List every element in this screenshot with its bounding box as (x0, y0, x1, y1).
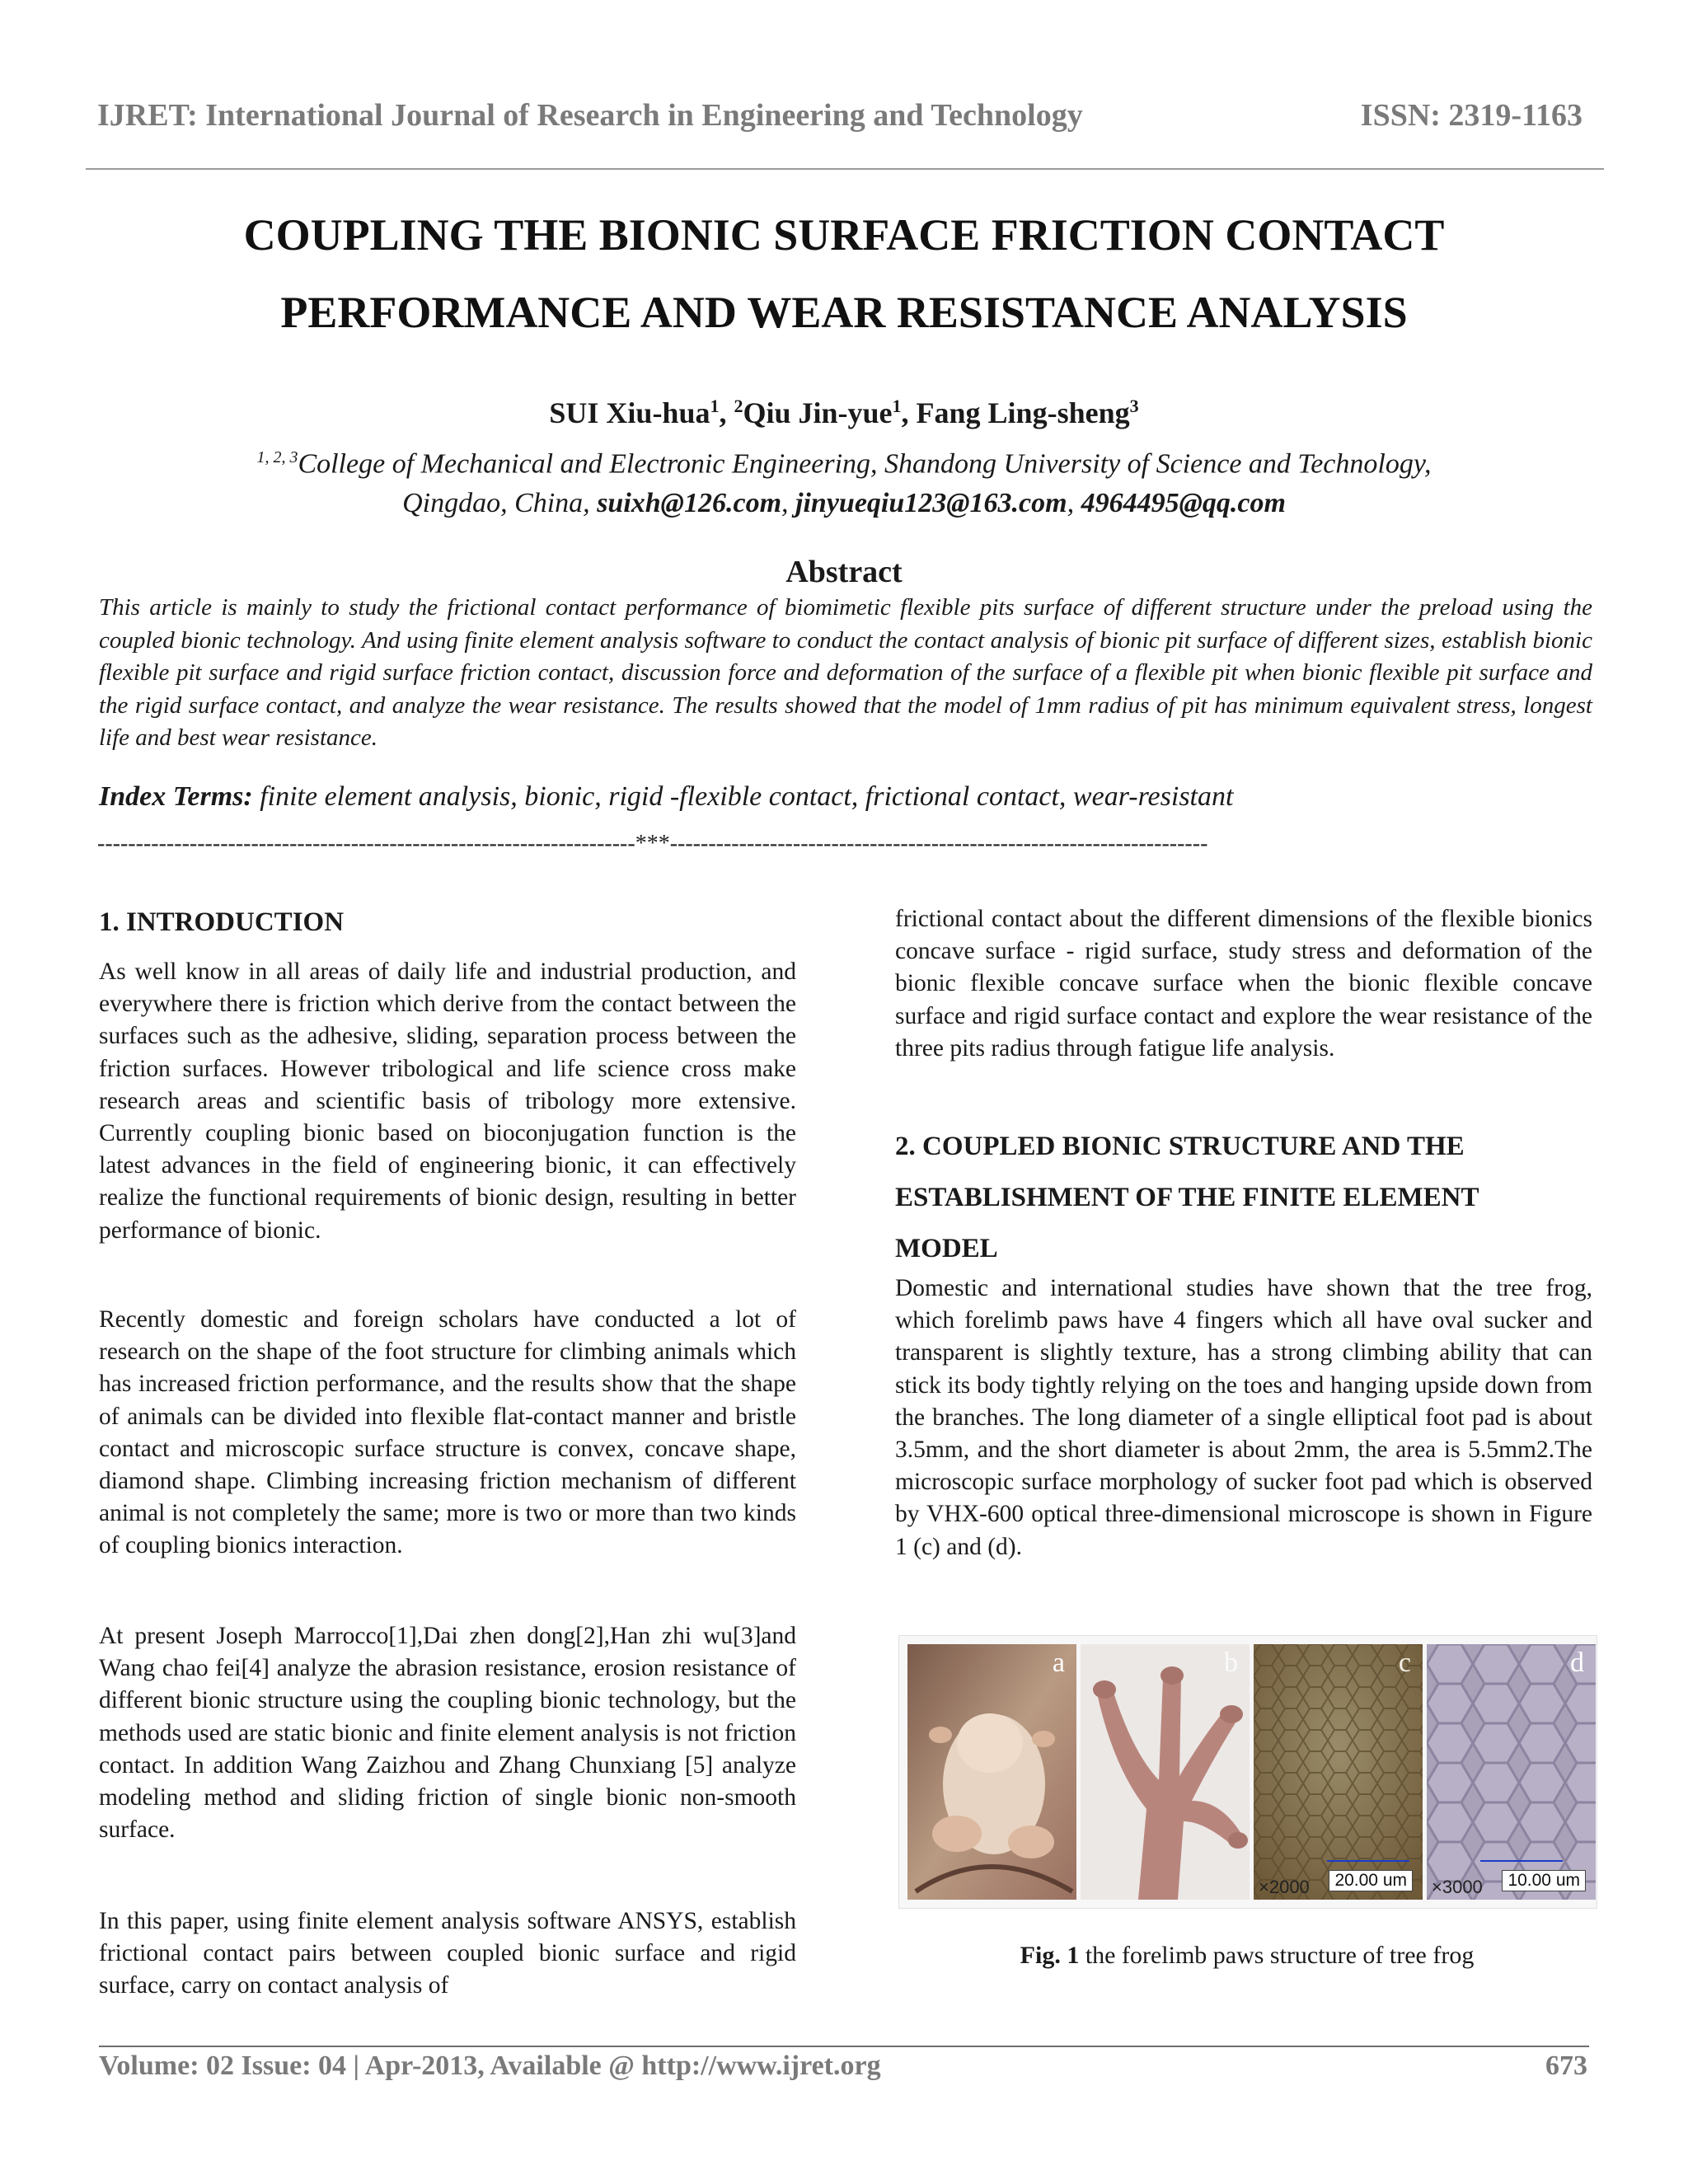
scale-label-c: 20.00 um (1329, 1870, 1413, 1891)
index-terms-text: finite element analysis, bionic, rigid -flexible contact, frictional contact, wear-resistant (252, 781, 1234, 812)
author-affil-sup: 1 (710, 396, 720, 416)
panel-label-d: d (1570, 1647, 1584, 1678)
issn-header: ISSN: 2319-1163 (1360, 98, 1582, 133)
figure-panel-a (907, 1644, 1076, 1900)
section-heading-line: 2. COUPLED BIONIC STRUCTURE AND THE (895, 1132, 1465, 1161)
author-affil-sup: 1 (892, 396, 902, 416)
author-list (0, 396, 1688, 430)
panel-label-b: b (1224, 1647, 1238, 1678)
affiliation-line1 (0, 448, 1688, 480)
section-heading-introduction: 1. INTRODUCTION (99, 907, 345, 937)
section-divider: ----------------------------------------------------------------------***---------------------------------------------------------------------- (97, 831, 1208, 856)
author-affil-sup: 3 (1129, 396, 1139, 416)
journal-header: IJRET: International Journal of Research in Engineering and Technology (97, 98, 1083, 133)
abstract-text: This article is mainly to study the frictional contact performance of biomimetic flexible pits surface of different structure under the preload using the coupled bionic technology. And using finite element analysis software to conduct the contact analysis of bionic pit surface of different sizes, establish bionic flexible pit surface and rigid surface friction contact, discussion force and deformation of the surface of a flexible pit when bionic flexible pit surface and the rigid surface contact, and analyze the wear resistance. The results showed that the model of 1mm radius of pit has minimum equivalent stress, longest life and best wear resistance. (99, 594, 1592, 751)
figure-panel-d (1427, 1644, 1596, 1900)
intro-paragraph-2: Recently domestic and foreign scholars have conducted a lot of research on the shape of the foot structure for climbing animals which has increased friction performance, and the results show that the shape of animals can be divided into flexible flat-contact manner and bristle contact and microscopic surface structure is convex, concave shape, diamond shape. Climbing increasing friction mechanism of different animal is not completely the same; more is two or more than two kinds of coupling bionics interaction. (99, 1306, 796, 1559)
scale-bar (1480, 1860, 1563, 1862)
affiliation-line2 (0, 488, 1688, 519)
paper-title-line1: COUPLING THE BIONIC SURFACE FRICTION CONTACT (243, 210, 1445, 260)
magnification-label-d: ×3000 (1432, 1877, 1483, 1897)
scale-bar (1327, 1860, 1409, 1862)
section-heading-coupled-bionic (895, 1121, 1637, 1274)
frog-foot-image (1081, 1644, 1250, 1900)
email-separator: , (781, 488, 796, 518)
intro-paragraph-4-continued: frictional contact about the different dimensions of the flexible bionics concave surface - rigid surface, study stress and deformation of the bionic flexible concave surface when the bionic flexible concave surface and rigid surface contact and explore the wear resistance of the three pits radius through fatigue life analysis. (895, 906, 1592, 1062)
figure-1 (898, 1635, 1597, 1909)
author-prefix-sup: 2 (734, 396, 743, 416)
email-link[interactable]: suixh@126.com (597, 488, 782, 518)
intro-paragraph-4: In this paper, using finite element analysis software ANSYS, establish frictional contact pairs between coupled bionic surface and rigid surface, carry on contact analysis of (99, 1908, 796, 1999)
panel-label-a: a (1052, 1647, 1065, 1678)
header-rule (86, 168, 1604, 170)
affiliation-text: College of Mechanical and Electronic Engineering, Shandong University of Science and Technology, (298, 448, 1432, 480)
section-heading-line: ESTABLISHMENT OF THE FINITE ELEMENT (895, 1183, 1479, 1212)
author-name: Qiu Jin-yue (743, 396, 893, 429)
page-number: 673 (1545, 2050, 1587, 2081)
panel-label-c: c (1398, 1647, 1411, 1678)
email-link[interactable]: jinyueqiu123@163.com (795, 488, 1067, 518)
footer-volume-info: Volume: 02 Issue: 04 | Apr-2013, Available @ http://www.ijret.org (99, 2050, 881, 2081)
author-separator: , (719, 396, 734, 429)
affiliation-location: Qingdao, China, (402, 488, 598, 518)
magnification-label-c: ×2000 (1259, 1877, 1310, 1897)
index-terms (99, 781, 1233, 813)
abstract-heading: Abstract (785, 555, 903, 589)
caption-text: the forelimb paws structure of tree frog (1079, 1942, 1475, 1969)
figure-panel-c (1254, 1644, 1423, 1900)
frog-photo-image (907, 1644, 1076, 1900)
caption-label: Fig. 1 (1020, 1942, 1080, 1969)
author-name: Fang Ling-sheng (916, 396, 1130, 429)
email-separator: , (1067, 488, 1081, 518)
section2-paragraph-1: Domestic and international studies have shown that the tree frog, which forelimb paws have 4 fingers which all have oval sucker and transparent is slightly texture, has a strong climbing ability that can stick its body tightly relying on the toes and hanging upside down from the branches. The long diameter of a single elliptical foot pad is about 3.5mm, and the short diameter is about 2mm, the area is 5.5mm2.The microscopic surface morphology of sucker foot pad which is observed by VHX-600 optical three-dimensional microscope is shown in Figure 1 (c) and (d). (895, 1275, 1592, 1560)
scale-label-d: 10.00 um (1502, 1870, 1586, 1891)
footer-rule (99, 2046, 1589, 2047)
figure-1-caption (898, 1942, 1596, 1970)
email-link[interactable]: 4964495@qq.com (1081, 488, 1286, 518)
index-terms-label: Index Terms: (99, 781, 253, 812)
paper-title-line2: PERFORMANCE AND WEAR RESISTANCE ANALYSIS (280, 288, 1408, 337)
intro-paragraph-3: At present Joseph Marrocco[1],Dai zhen dong[2],Han zhi wu[3]and Wang chao fei[4] analyze the abrasion resistance, erosion resistance of different bionic structure using the coupling bionic technology, but the methods used are static bionic and finite element analysis is not friction contact. In addition Wang Zaizhou and Zhang Chunxiang [5] analyze modeling method and sliding friction of single bionic non-smooth surface. (99, 1623, 796, 1844)
section-heading-line: MODEL (895, 1234, 998, 1263)
author-separator: , (901, 396, 917, 429)
intro-paragraph-1: As well know in all areas of daily life and industrial production, and everywhere there is friction which derive from the contact between the surfaces such as the adhesive, sliding, separation process between the friction surfaces. However tribological and life science cross make research areas and scientific basis of tribology more extensive. Currently coupling bionic based on bioconjugation function is the latest advances in the field of engineering bionic, it can effectively realize the functional requirements of bionic design, resulting in better performance of bionic. (99, 958, 796, 1244)
figure-panel-b (1081, 1644, 1250, 1900)
author-name: SUI Xiu-hua (549, 396, 710, 429)
affiliation-sup: 1, 2, 3 (256, 448, 298, 466)
